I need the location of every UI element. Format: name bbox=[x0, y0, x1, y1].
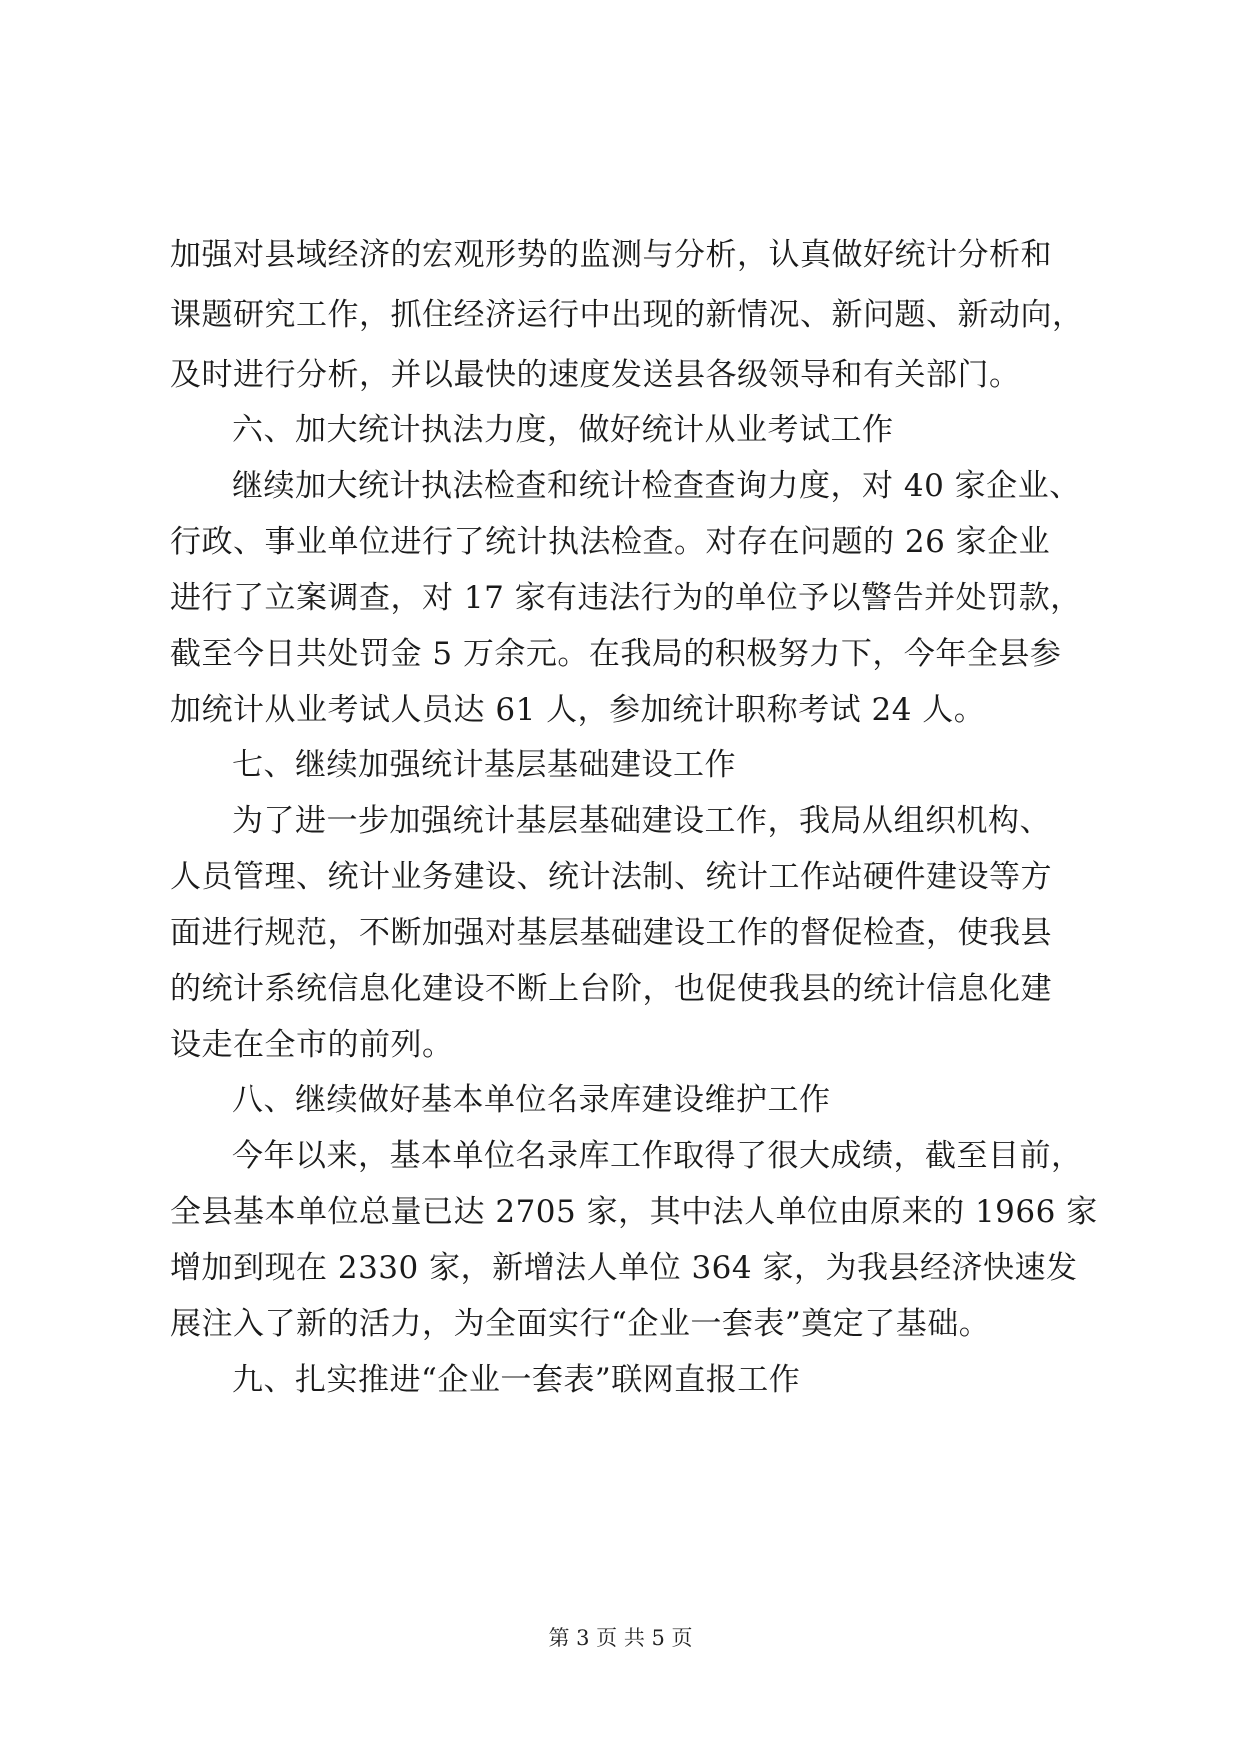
text-line: 展注入了新的活力，为全面实行“企业一套表”奠定了基础。 bbox=[170, 1306, 991, 1342]
text-line: 行政、事业单位进行了统计执法检查。对存在问题的 26 家企业 bbox=[170, 524, 1051, 560]
text-line: 面进行规范，不断加强对基层基础建设工作的督促检查，使我县 bbox=[170, 915, 1052, 951]
text-line: 截至今日共处罚金 5 万余元。在我局的积极努力下，今年全县参 bbox=[170, 636, 1062, 672]
section-heading: 七、继续加强统计基层基础建设工作 bbox=[232, 747, 736, 783]
text-line: 加统计从业考试人员达 61 人，参加统计职称考试 24 人。 bbox=[170, 692, 986, 728]
page-number-footer: 第 3 页 共 5 页 bbox=[548, 1626, 693, 1650]
text-line: 今年以来，基本单位名录库工作取得了很大成绩，截至目前， bbox=[232, 1138, 1083, 1174]
section-heading: 八、继续做好基本单位名录库建设维护工作 bbox=[232, 1082, 831, 1118]
text-line: 为了进一步加强统计基层基础建设工作，我局从组织机构、 bbox=[232, 803, 1051, 839]
text-line: 人员管理、统计业务建设、统计法制、统计工作站硬件建设等方 bbox=[170, 859, 1052, 895]
text-line: 的统计系统信息化建设不断上台阶，也促使我县的统计信息化建 bbox=[170, 971, 1052, 1007]
text-line: 增加到现在 2330 家，新增法人单位 364 家，为我县经济快速发 bbox=[170, 1250, 1078, 1286]
text-line: 全县基本单位总量已达 2705 家，其中法人单位由原来的 1966 家 bbox=[170, 1194, 1098, 1230]
text-line: 继续加大统计执法检查和统计检查查询力度，对 40 家企业、 bbox=[232, 468, 1081, 504]
text-line: 进行了立案调查，对 17 家有违法行为的单位予以警告并处罚款， bbox=[170, 580, 1082, 616]
section-heading: 六、加大统计执法力度，做好统计从业考试工作 bbox=[232, 412, 894, 448]
text-line: 及时进行分析，并以最快的速度发送县各级领导和有关部门。 bbox=[170, 357, 1021, 393]
section-heading: 九、扎实推进“企业一套表”联网直报工作 bbox=[232, 1362, 801, 1398]
text-line: 课题研究工作，抓住经济运行中出现的新情况、新问题、新动向， bbox=[170, 297, 1084, 333]
text-line: 设走在全市的前列。 bbox=[170, 1027, 454, 1063]
text-line: 加强对县域经济的宏观形势的监测与分析，认真做好统计分析和 bbox=[170, 237, 1052, 273]
